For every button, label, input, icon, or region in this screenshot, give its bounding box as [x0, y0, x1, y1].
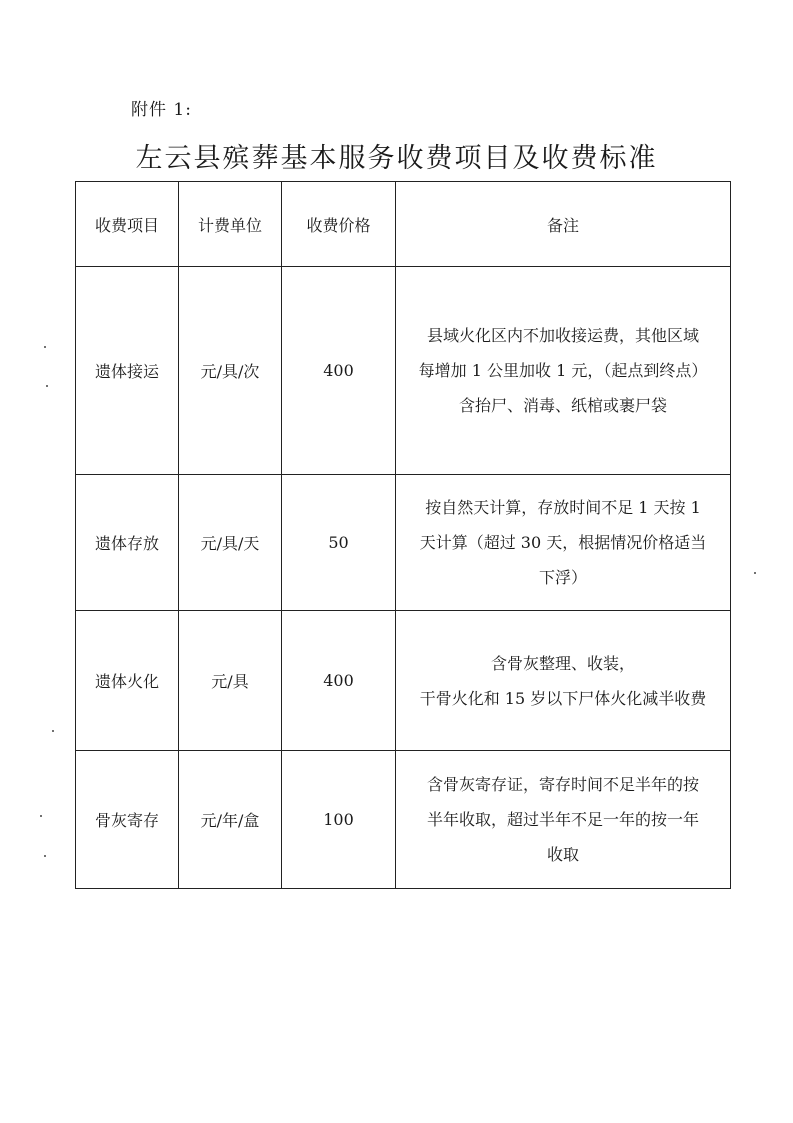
table-row	[76, 751, 731, 889]
row-remarks	[396, 475, 731, 611]
row-item: 遗体存放	[76, 475, 179, 611]
row-price: 400	[282, 611, 396, 751]
row-item: 遗体火化	[76, 611, 179, 751]
row-remarks	[396, 751, 731, 889]
remark-line: 含抬尸、消毒、纸棺或裹尸袋	[458, 396, 667, 415]
row-unit: 元/具	[179, 611, 282, 751]
remark-line: 按自然天计算，存放时间不足 1 天按 1	[425, 498, 701, 517]
scan-speck	[40, 815, 42, 817]
row-unit: 元/年/盒	[179, 751, 282, 889]
table-row	[76, 267, 731, 475]
fee-table	[75, 181, 731, 889]
row-remarks	[396, 267, 731, 475]
remark-line: 下浮）	[538, 568, 587, 587]
row-item: 骨灰寄存	[76, 751, 179, 889]
row-remarks	[396, 611, 731, 751]
row-price: 100	[282, 751, 396, 889]
header-remarks: 备注	[396, 182, 731, 267]
table-row	[76, 611, 731, 751]
attachment-label: 附件 1:	[131, 100, 192, 120]
remark-line: 干骨火化和 15 岁以下尸体火化减半收费	[419, 688, 707, 708]
header-item: 收费项目	[76, 182, 179, 267]
row-price: 400	[282, 267, 396, 475]
remark-line: 含骨灰寄存证，寄存时间不足半年的按	[426, 775, 699, 794]
scan-speck	[754, 572, 756, 574]
row-unit: 元/具/次	[179, 267, 282, 475]
remark-line: 天计算（超过 30 天，根据情况价格适当	[419, 533, 707, 552]
remark-line: 半年收取，超过半年不足一年的按一年	[426, 810, 699, 829]
row-item: 遗体接运	[76, 267, 179, 475]
row-unit: 元/具/天	[179, 475, 282, 611]
scan-speck	[44, 855, 46, 857]
remark-line: 含骨灰整理、收装，	[490, 653, 635, 673]
scan-speck	[52, 730, 54, 732]
scan-speck	[46, 385, 48, 387]
table-row	[76, 475, 731, 611]
header-unit: 计费单位	[179, 182, 282, 267]
table-header-row	[76, 182, 731, 267]
remark-line: 收取	[546, 845, 579, 864]
scan-speck	[44, 346, 46, 348]
remark-line: 县域火化区内不加收接运费，其他区域	[426, 326, 699, 345]
remark-line: 每增加 1 公里加收 1 元，（起点到终点）	[418, 361, 708, 380]
document-title: 左云县殡葬基本服务收费项目及收费标准	[135, 143, 658, 174]
row-price: 50	[282, 475, 396, 611]
header-price: 收费价格	[282, 182, 396, 267]
